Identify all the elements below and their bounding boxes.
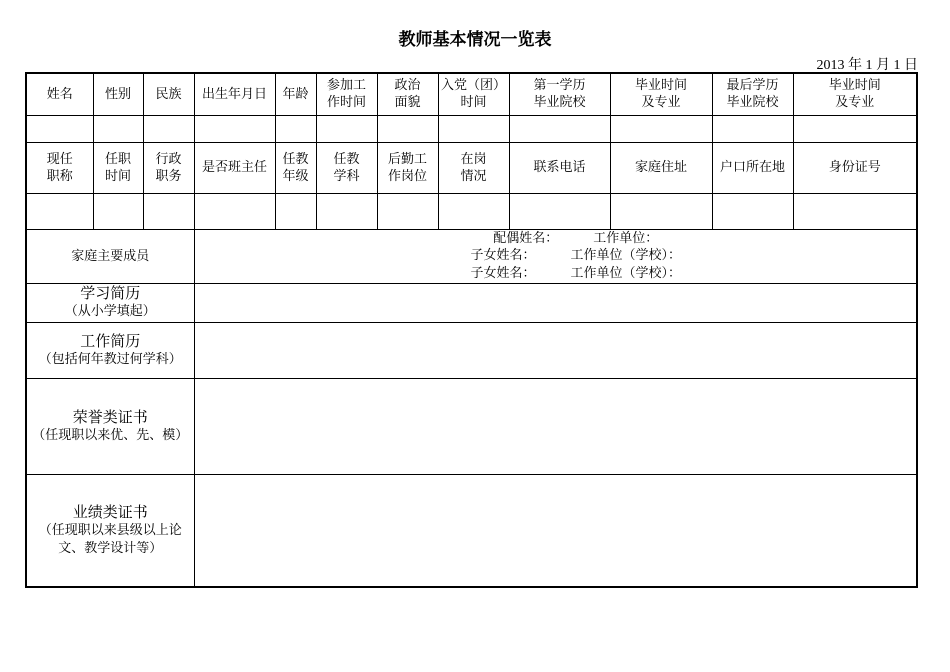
entry-cell[interactable] [275, 193, 316, 229]
entry-cell[interactable] [194, 193, 275, 229]
entry-cell[interactable] [377, 115, 438, 142]
entry-cell[interactable] [712, 193, 793, 229]
header-political-status: 政治 面貌 [377, 73, 438, 115]
study-history-field[interactable] [194, 283, 917, 322]
entry-cell[interactable] [93, 115, 143, 142]
achievement-field[interactable] [194, 474, 917, 587]
header-birthdate: 出生年月日 [194, 73, 275, 115]
header-household: 户口所在地 [712, 142, 793, 193]
entry-cell[interactable] [610, 193, 712, 229]
header-admin-post: 行政 职务 [143, 142, 194, 193]
teacher-info-form [25, 72, 918, 588]
entry-cell[interactable] [712, 115, 793, 142]
family-details[interactable] [194, 229, 917, 283]
header-ethnicity: 民族 [143, 73, 194, 115]
header-teaching-subject: 任教 学科 [316, 142, 377, 193]
header-work-start: 参加工 作时间 [316, 73, 377, 115]
entry-cell[interactable] [316, 115, 377, 142]
entry-cell[interactable] [143, 115, 194, 142]
page-title: 教师基本情况一览表 [398, 30, 552, 50]
entry-row-basic [26, 115, 917, 142]
achievement-row [26, 474, 917, 587]
entry-cell[interactable] [793, 115, 917, 142]
study-history-label: 学习简历 （从小学填起） [26, 283, 194, 322]
header-row-position [26, 142, 917, 193]
entry-cell[interactable] [93, 193, 143, 229]
entry-cell[interactable] [438, 193, 509, 229]
entry-cell[interactable] [793, 193, 917, 229]
work-history-row [26, 322, 917, 378]
header-row-basic [26, 73, 917, 115]
work-history-field[interactable] [194, 322, 917, 378]
entry-row-position [26, 193, 917, 229]
honor-field[interactable] [194, 378, 917, 474]
child-line-1: 子女姓名： 工作单位（学校）： [470, 248, 681, 264]
header-last-grad-major: 毕业时间 及专业 [793, 73, 917, 115]
entry-cell[interactable] [438, 115, 509, 142]
honor-label: 荣誉类证书 （任现职以来优、先、模） [26, 378, 194, 474]
header-id-number: 身份证号 [793, 142, 917, 193]
entry-cell[interactable] [26, 115, 93, 142]
header-address: 家庭住址 [610, 142, 712, 193]
entry-cell[interactable] [143, 193, 194, 229]
entry-cell[interactable] [509, 115, 610, 142]
form-date: 2013 年 1 月 1 日 [816, 58, 918, 73]
header-gender: 性别 [93, 73, 143, 115]
entry-cell[interactable] [26, 193, 93, 229]
header-last-degree-school: 最后学历 毕业院校 [712, 73, 793, 115]
header-appointment-time: 任职 时间 [93, 142, 143, 193]
entry-cell[interactable] [509, 193, 610, 229]
work-history-label: 工作简历 （包括何年教过何学科） [26, 322, 194, 378]
spouse-line: 配偶姓名： 工作单位： [493, 230, 659, 246]
achievement-label: 业绩类证书 （任现职以来县级以上论文、教学设计等） [26, 474, 194, 587]
entry-cell[interactable] [377, 193, 438, 229]
header-first-degree-school: 第一学历 毕业院校 [509, 73, 610, 115]
header-age: 年龄 [275, 73, 316, 115]
header-title: 现任 职称 [26, 142, 93, 193]
entry-cell[interactable] [316, 193, 377, 229]
header-logistics-post: 后勤工 作岗位 [377, 142, 438, 193]
entry-cell[interactable] [275, 115, 316, 142]
family-label: 家庭主要成员 [26, 229, 194, 283]
header-on-duty: 在岗 情况 [438, 142, 509, 193]
header-party-join-time: 入党（团） 时间 [438, 73, 509, 115]
honor-row [26, 378, 917, 474]
header-name: 姓名 [26, 73, 93, 115]
header-teaching-grade: 任教 年级 [275, 142, 316, 193]
header-head-teacher: 是否班主任 [194, 142, 275, 193]
header-first-grad-major: 毕业时间 及专业 [610, 73, 712, 115]
entry-cell[interactable] [610, 115, 712, 142]
header-phone: 联系电话 [509, 142, 610, 193]
study-history-row [26, 283, 917, 322]
child-line-2: 子女姓名： 工作单位（学校）： [470, 265, 681, 281]
family-row [26, 229, 917, 283]
entry-cell[interactable] [194, 115, 275, 142]
